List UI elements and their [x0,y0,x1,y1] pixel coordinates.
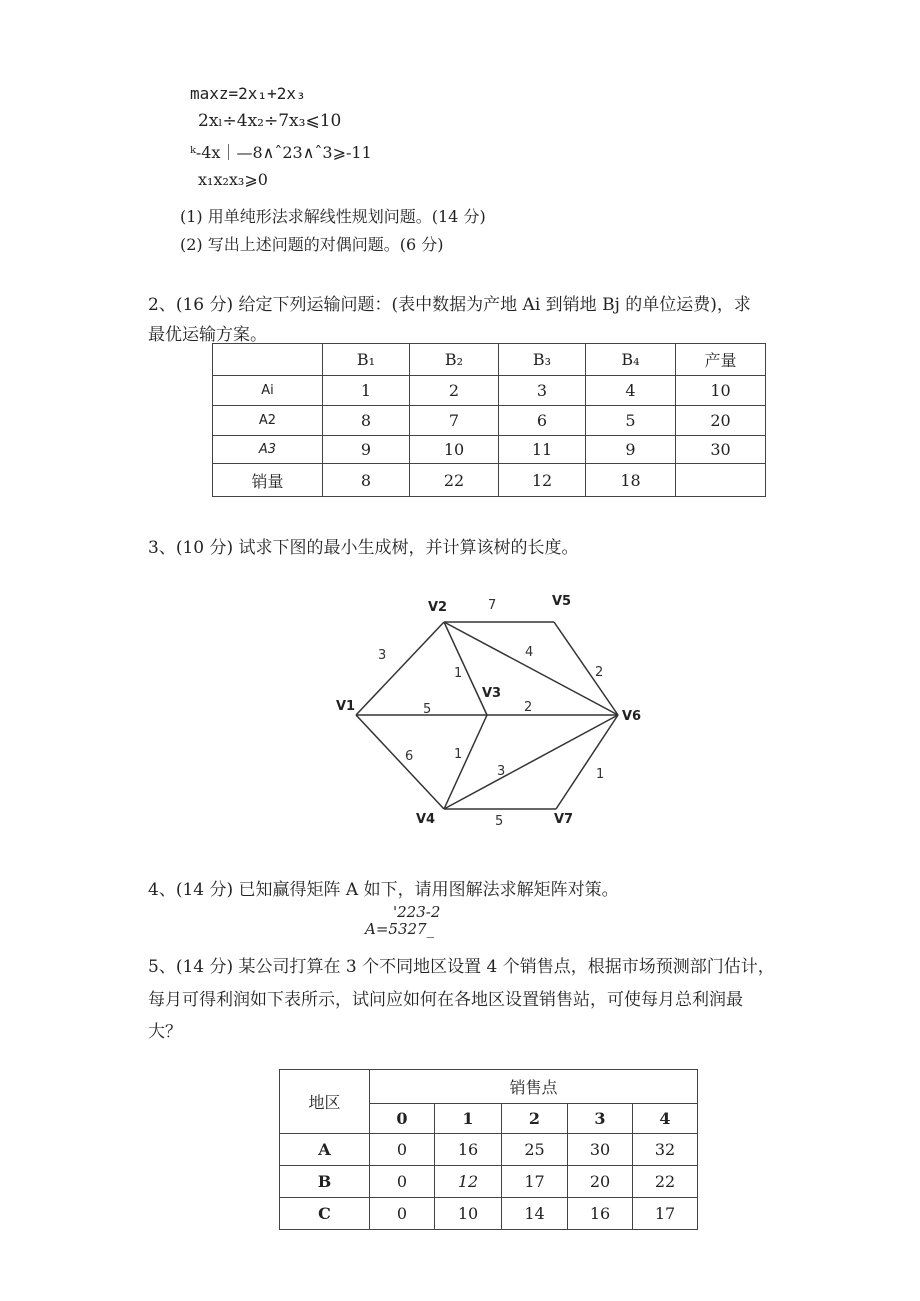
edge-weight: 3 [378,648,387,663]
row-label: B [280,1166,370,1198]
table-cell: 0 [370,1134,435,1166]
table-cell: 12 [499,464,586,497]
table-row [280,1134,698,1166]
matrix-bottom-row: A=5327_ [365,920,435,938]
transport-header-supply: 产量 [676,344,766,376]
table-cell: 9 [323,436,410,464]
row-label: Ai [213,376,323,406]
edge-weight: 5 [495,814,504,829]
table-cell: 0 [370,1166,435,1198]
edge-weight: 1 [454,747,463,762]
edge-v1-v4 [356,715,444,809]
table-cell: 22 [410,464,499,497]
edge-v4-v6 [444,715,618,809]
table-row [213,464,766,497]
table-cell: 22 [633,1166,698,1198]
table-row [213,436,766,464]
region-header: 地区 [280,1070,370,1134]
column-header: 2 [502,1104,568,1134]
row-label: 销量 [213,464,323,497]
profit-table [279,1069,698,1230]
question-5-text-end: 大？ [148,1022,182,1042]
transport-header-row [213,344,766,376]
column-header: 1 [435,1104,502,1134]
table-cell: 32 [633,1134,698,1166]
table-row [213,406,766,436]
table-cell: 5 [586,406,676,436]
graph-edges [356,622,618,809]
edge-weight: 4 [525,645,534,660]
vertex-label: V5 [552,594,572,609]
constraint-2: ᵏ-4x｜—8∧ˆ23∧ˆ3⩾-11 [190,143,372,162]
row-label: C [280,1198,370,1230]
profit-header-row [280,1070,698,1104]
table-cell: 12 [435,1166,502,1198]
table-cell: 7 [410,406,499,436]
edge-v5-v6 [554,622,618,715]
table-cell: 16 [568,1198,633,1230]
table-row [280,1198,698,1230]
edge-weight: 1 [596,767,605,782]
table-cell: 20 [676,406,766,436]
edge-v3-v4 [444,715,487,809]
table-cell: 9 [586,436,676,464]
subquestion-1: (1) 用单纯形法求解线性规划问题。(14 分) [180,207,486,226]
table-cell: 30 [568,1134,633,1166]
edge-weight: 7 [488,598,497,613]
transport-header-b1: B₁ [323,344,410,376]
vertex-label: V1 [336,699,356,714]
column-header: 0 [370,1104,435,1134]
graph-figure [330,588,650,838]
vertex-label: V7 [554,812,574,827]
constraint-nonnegativity: x₁x₂x₃⩾0 [198,170,268,189]
question-4-text: 4、(14 分) 已知赢得矩阵 A 如下，请用图解法求解矩阵对策。 [148,880,619,900]
table-row [280,1166,698,1198]
table-cell: 11 [499,436,586,464]
table-cell: 1 [323,376,410,406]
question-5-text-cont: 每月可得利润如下表所示，试问应如何在各地区设置销售站，可使每月总利润最 [148,990,743,1010]
row-label: A2 [213,406,323,436]
question-2-text-cont: 最优运输方案。 [148,325,267,345]
table-cell [676,464,766,497]
table-cell: 20 [568,1166,633,1198]
sales-points-header: 销售点 [370,1070,698,1104]
column-header: 4 [633,1104,698,1134]
table-cell: 18 [586,464,676,497]
table-cell: 8 [323,464,410,497]
table-cell: 4 [586,376,676,406]
row-label: A3 [213,436,323,464]
question-3-text: 3、(10 分) 试求下图的最小生成树，并计算该树的长度。 [148,538,579,558]
column-header: 3 [568,1104,633,1134]
table-cell: 17 [502,1166,568,1198]
table-row [213,376,766,406]
edge-weight: 2 [524,700,533,715]
transport-header-b4: B₄ [586,344,676,376]
row-label: A [280,1134,370,1166]
vertex-label: V3 [482,686,502,701]
edge-v2-v3 [444,622,487,715]
constraint-1: 2xₗ÷4x₂÷7x₃⩽10 [198,111,342,131]
question-5-text: 5、(14 分) 某公司打算在 3 个不同地区设置 4 个销售点，根据市场预测部门估计， [148,957,775,977]
vertex-label: V6 [622,709,642,724]
table-cell: 6 [499,406,586,436]
transport-header-b2: B₂ [410,344,499,376]
transport-table [212,343,766,497]
table-cell: 25 [502,1134,568,1166]
vertex-label: V2 [428,600,448,615]
edge-weight: 2 [595,665,604,680]
edge-weight: 3 [497,764,506,779]
table-cell: 0 [370,1198,435,1230]
table-cell: 14 [502,1198,568,1230]
table-cell: 10 [435,1198,502,1230]
table-cell: 16 [435,1134,502,1166]
edge-weight: 6 [405,749,414,764]
transport-header-corner [213,344,323,376]
matrix-top-row: '223-2 [393,903,441,921]
table-cell: 8 [323,406,410,436]
subquestion-2: (2) 写出上述问题的对偶问题。(6 分) [180,235,444,254]
edge-v6-v7 [556,715,618,809]
question-2-text: 2、(16 分) 给定下列运输问题：(表中数据为产地 Ai 到销地 Bj 的单位运费)，求 [148,295,751,315]
edge-weight: 1 [454,666,463,681]
edge-weight: 5 [423,702,432,717]
table-cell: 30 [676,436,766,464]
table-cell: 10 [410,436,499,464]
table-cell: 3 [499,376,586,406]
vertex-label: V4 [416,812,436,827]
table-cell: 2 [410,376,499,406]
table-cell: 17 [633,1198,698,1230]
transport-header-b3: B₃ [499,344,586,376]
objective-function: maxz=2x₁+2x₃ [190,84,306,103]
table-cell: 10 [676,376,766,406]
